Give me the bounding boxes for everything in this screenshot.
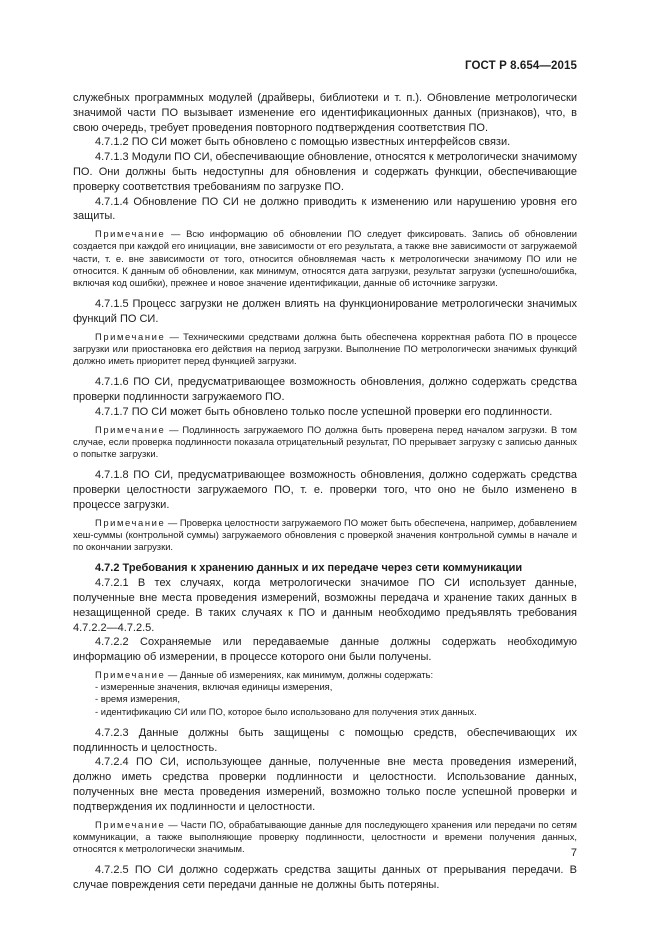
note-3 [73, 424, 577, 461]
paragraph-4-7-2-1: 4.7.2.1 В тех случаях, когда метрологически значимое ПО СИ использует данные, полученные вне места проведения измерений, возможны передача и хранение таких данных в незащищенной среде. В таких случаях к ПО и данным необходимо предъявлять требования 4.7.2.2—4.7.2.5. [73, 577, 577, 634]
paragraph-4-7-2-5: 4.7.2.5 ПО СИ должно содержать средства защиты данных от прерывания передачи. В случае повреждения сети передачи данные не должны быть потеряны. [73, 864, 577, 891]
page-number: 7 [570, 847, 577, 859]
paragraph-4-7-1-3: 4.7.1.3 Модули ПО СИ, обеспечивающие обновление, относятся к метрологически значимому ПО. Они должны быть недоступны для обновления и содержать функции, обеспечивающие проверку соответствия требованиям по загрузке ПО. [73, 151, 577, 193]
note-text: — Техническими средствами должна быть обеспечена корректная работа ПО в процессе загрузки или приостановка его действия на период загрузки. Выполнение ПО метрологически значимых функций должно иметь приоритет перед функцией загрузки. [73, 330, 577, 367]
paragraph-4-7-2-3: 4.7.2.3 Данные должны быть защищены с помощью средств, обеспечивающих их подлинность и целостность. [73, 726, 577, 754]
note-5 [73, 669, 577, 681]
note-text: — Данные об измерениях, как минимум, должны содержать: [165, 668, 434, 680]
standard-header: ГОСТ Р 8.654—2015 [465, 60, 577, 72]
paragraph-4-7-1-5: 4.7.1.5 Процесс загрузки не должен влиять на функционирование метрологически значимых функций ПО СИ. [73, 298, 577, 325]
paragraph-4-7-2-2: 4.7.2.2 Сохраняемые или передаваемые данные должны содержать необходимую информацию об измерении, в процессе которого они были получены. [73, 636, 577, 664]
note-1 [73, 228, 577, 289]
note-list-item: - измеренные значения, включая единицы измерения, [95, 681, 333, 693]
note-label: Примечание [95, 668, 166, 680]
note-label: Примечание [95, 330, 166, 342]
note-label: Примечание [95, 818, 166, 830]
note-label: Примечание [95, 423, 166, 435]
note-text: — Всю информацию об обновлении ПО следует фиксировать. Запись об обновлении создается при каждой его инициации, вне зависимости от его результата, а также вне зависимости от загружаемой части, т. е. вне зависимости от того, относится обновляемая часть к метрологически значимому ПО или не относится. К данным об обновлении, как минимум, относятся дата загрузки, результат загрузки (успешно/ошибка, включая код ошибки), прежнее и новое значение идентификации, данные об источнике загрузки. [73, 228, 577, 288]
note-6 [73, 819, 577, 856]
paragraph-4-7-1-4: 4.7.1.4 Обновление ПО СИ не должно приводить к изменению или нарушению уровня его защиты. [73, 195, 577, 223]
note-label: Примечание [95, 228, 166, 240]
note-list-item: - идентификацию СИ или ПО, которое было использовано для получения этих данных. [95, 705, 477, 717]
paragraph-4-7-1-6: 4.7.1.6 ПО СИ, предусматривающее возможность обновления, должно содержать средства проверки подлинности загружаемого ПО. [73, 376, 577, 404]
note-2 [73, 331, 577, 368]
note-text: — Подлинность загружаемого ПО должна быть проверена перед началом загрузки. В том случае, если проверка подлинности показала отрицательный результат, ПО прерывает загрузку с записью данных о попытке загрузки. [73, 423, 577, 460]
paragraph-4-7-1-7: 4.7.1.7 ПО СИ может быть обновлено только после успешной проверки его подлинности. [95, 405, 553, 418]
paragraph-4-7-2-4: 4.7.2.4 ПО СИ, использующее данные, полученные вне места проведения измерений, должно иметь средства проверки подлинности и целостности. Использование данных, полученных вне места проведения измерений, возможно только после успешной проверки и подтверждения их подлинности и целостности. [73, 756, 577, 813]
note-text: — Части ПО, обрабатывающие данные для последующего хранения или передачи по сетям коммуникации, а также выполняющие проверку подлинности, целостности и времени получения данных, относятся к метрологически значимым. [73, 818, 577, 854]
paragraph: служебных программных модулей (драйверы, библиотеки и т. п.). Обновление метрологически значимой части ПО вызывает изменение его идентификационных данных (признаков), что, в свою очередь, требует проведения повторного подтверждения соответствия ПО. [73, 92, 577, 134]
note-list-item: - время измерения, [95, 693, 180, 705]
paragraph-4-7-1-8: 4.7.1.8 ПО СИ, предусматривающее возможность обновления, должно содержать средства проверки целостности загружаемого ПО, т. е. проверки того, что оно не было изменено в процессе загрузки. [73, 469, 577, 511]
paragraph-4-7-1-2: 4.7.1.2 ПО СИ может быть обновлено с помощью известных интерфейсов связи. [95, 136, 511, 149]
note-text: — Проверка целостности загружаемого ПО может быть обеспечена, например, добавлением хеш-суммы (контрольной суммы) загружаемого обновления с проверкой значения контрольной суммы в начале и по окончании загрузки. [73, 516, 577, 553]
note-label: Примечание [95, 516, 166, 528]
section-heading-4-7-2: 4.7.2 Требования к хранению данных и их передаче через сети коммуникации [95, 562, 523, 575]
page-content [73, 91, 577, 893]
note-4 [73, 517, 577, 554]
